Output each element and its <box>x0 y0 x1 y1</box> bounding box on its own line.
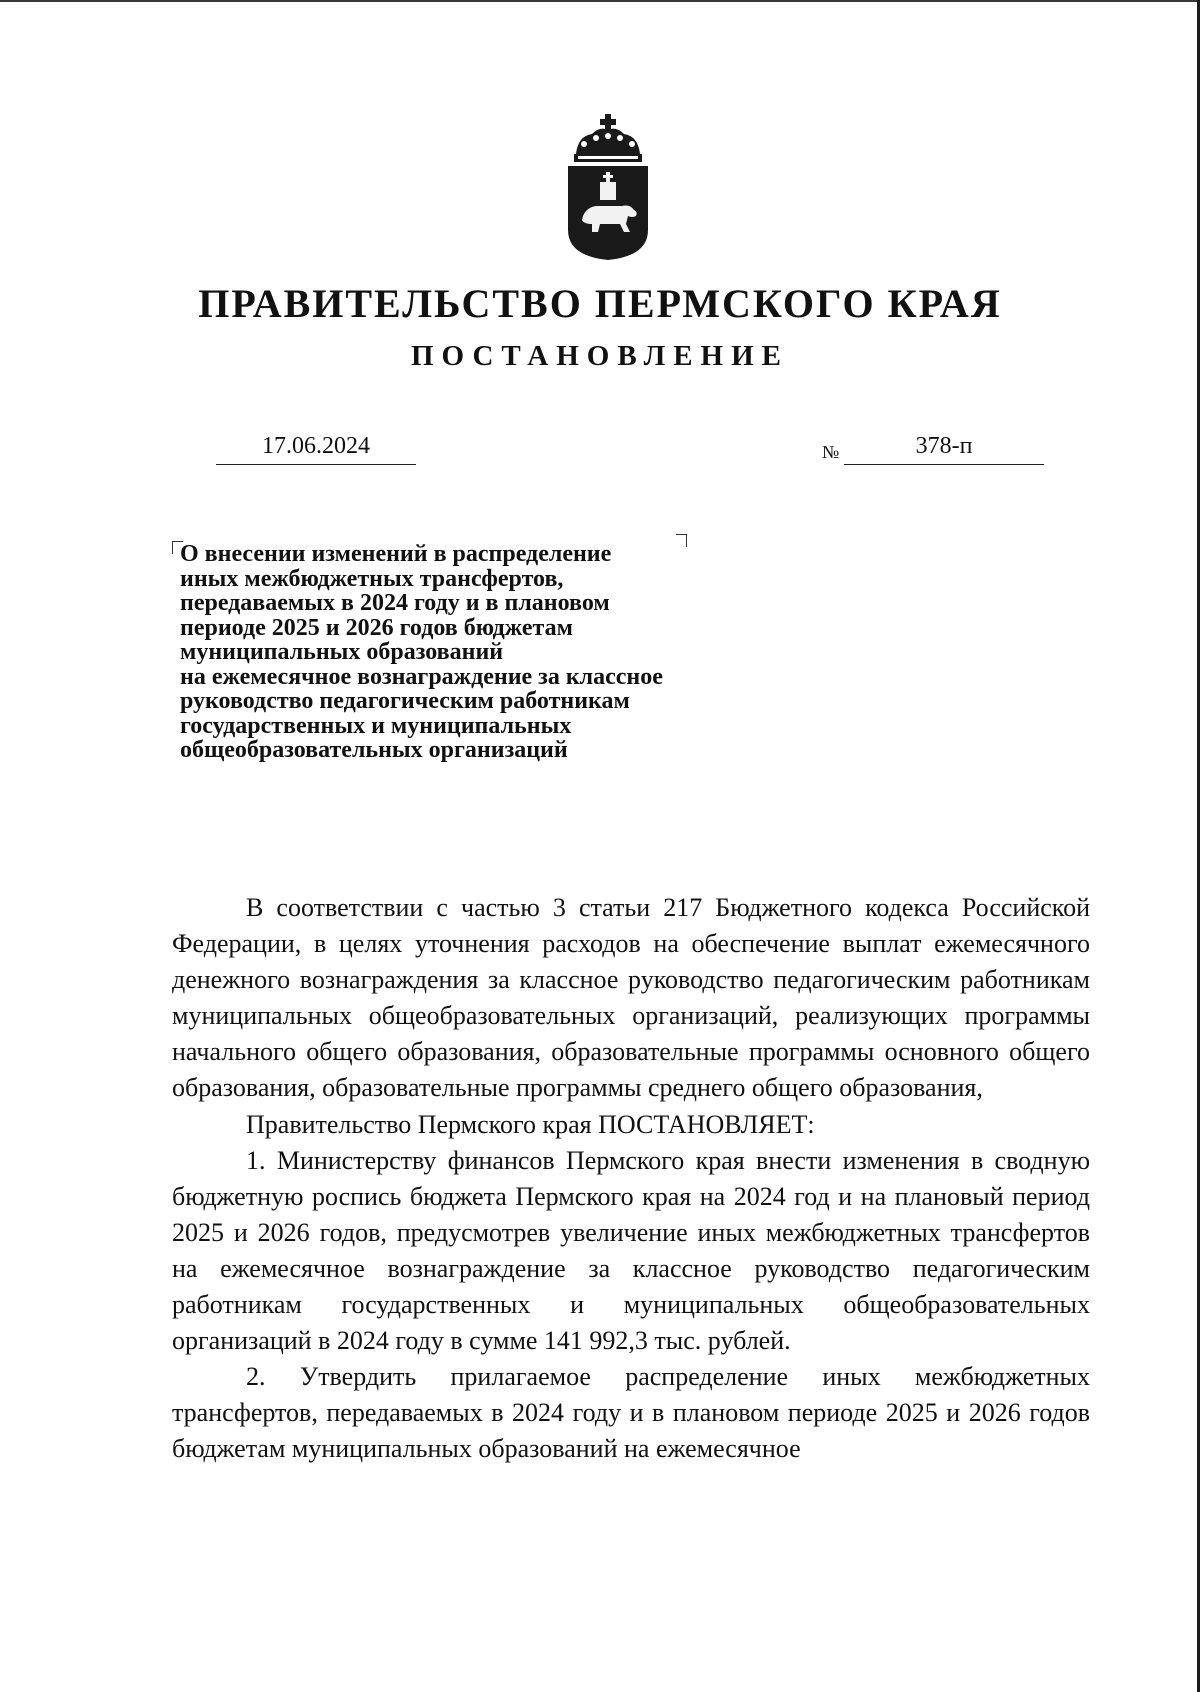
body-paragraph-item-1: 1. Министерству финансов Пермского края внести изменения в сводную бюджетную роспись бюджета Пермского края на 2024 год и на плановый период 2025 и 2026 годов, предусмотрев увеличение иных межбюджетных трансфертов на ежемесячное вознаграждение за классное руководство педагогическим работникам государственных и муниципальных общеобразовательных организаций в 2024 году в сумме 141 992,3 тыс. рублей. <box>172 1145 1090 1356</box>
body-paragraph-item-2: 2. Утвердить прилагаемое распределение иных межбюджетных трансфертов, передаваемых в 2024 году и в плановом периоде 2025 и 2026 годов бюджетам муниципальных образований на ежемесячное <box>172 1362 1090 1464</box>
document-number-label: № <box>822 442 840 462</box>
perm-krai-coat-of-arms-icon <box>564 112 652 262</box>
document-number: 378-п <box>844 428 1044 465</box>
subject-line: государственных и муниципальных <box>180 712 572 739</box>
subject-line: муниципальных образований <box>180 639 504 665</box>
body-paragraph-resolves: Правительство Пермского края ПОСТАНОВЛЯЕТ: <box>246 1109 815 1139</box>
subject-line: иных межбюджетных трансфертов, <box>180 565 564 592</box>
document-type: ПОСТАНОВЛЕНИЕ <box>410 340 789 372</box>
organization-title: ПРАВИТЕЛЬСТВО ПЕРМСКОГО КРАЯ <box>198 281 1002 326</box>
body-paragraph-preamble: В соответствии с частью 3 статьи 217 Бюджетного кодекса Российской Федерации, в целях уточнения расходов на обеспечение выплат ежемесячного денежного вознаграждения за классное руководство педагогическим работникам муниципальных общеобразовательных организаций, реализующих программы начального общего образования, образовательные программы основного общего образования, образовательные программы среднего общего образования, <box>172 893 1090 1103</box>
subject-line: руководство педагогическим работникам <box>180 688 630 714</box>
document-date: 17.06.2024 <box>216 428 416 465</box>
subject-line: на ежемесячное вознаграждение за классное <box>180 663 663 690</box>
subject-line: периоде 2025 и 2026 годов бюджетам <box>180 614 573 641</box>
document-body <box>172 890 1090 1468</box>
document-subject <box>180 542 800 763</box>
subject-line: общеобразовательных организаций <box>180 737 568 763</box>
scan-edge-top <box>0 0 1200 2</box>
subject-line: О внесении изменений в распределение <box>180 541 612 567</box>
subject-line: передаваемых в 2024 году и в плановом <box>180 590 610 616</box>
